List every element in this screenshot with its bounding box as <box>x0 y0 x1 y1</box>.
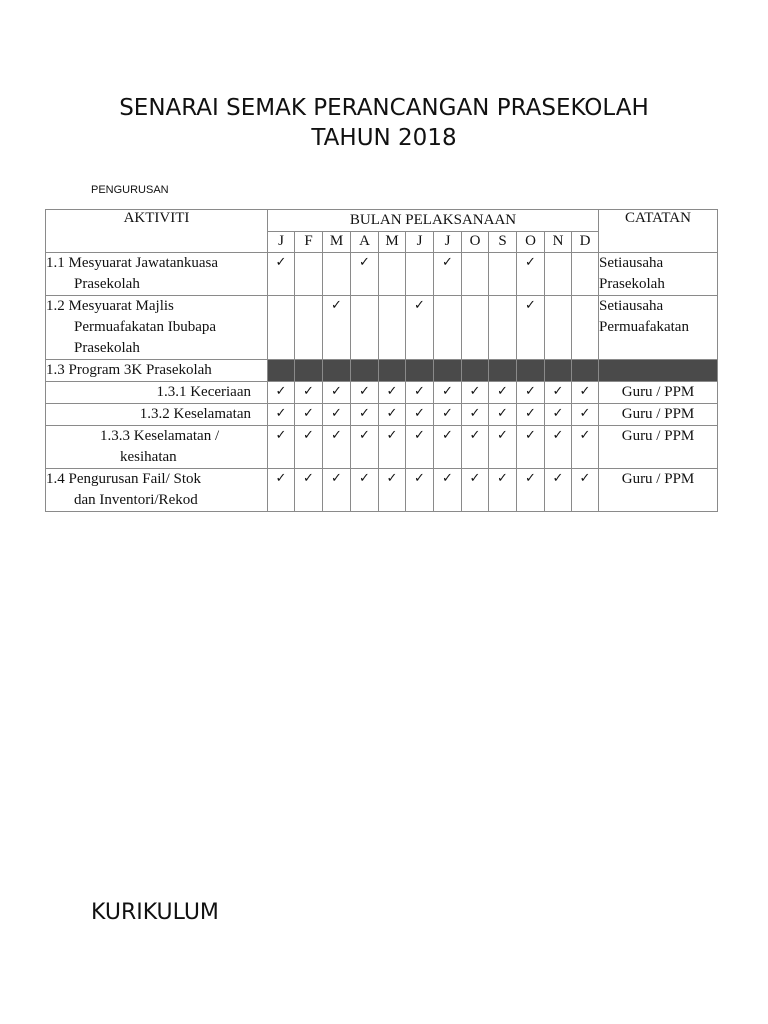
check-mark-icon: ✓ <box>434 253 462 296</box>
month-cell <box>489 253 517 296</box>
month-cell <box>351 296 379 360</box>
check-mark-icon: ✓ <box>434 469 462 512</box>
check-mark-icon: ✓ <box>295 469 323 512</box>
activity-cell <box>46 296 268 360</box>
catatan-cell <box>599 469 718 512</box>
shaded-cell <box>406 360 434 382</box>
month-header-cell: O <box>462 232 489 253</box>
activity-cell <box>46 382 268 404</box>
header-aktiviti: AKTIVITI <box>46 210 268 253</box>
shaded-cell <box>295 360 323 382</box>
header-bulan-pelaksanaan: BULAN PELAKSANAAN <box>268 210 599 232</box>
month-header-cell: J <box>406 232 434 253</box>
shaded-cell <box>379 360 406 382</box>
activity-text: Prasekolah <box>74 276 140 292</box>
check-mark-icon: ✓ <box>489 469 517 512</box>
shaded-cell <box>323 360 351 382</box>
catatan-text: Setiausaha <box>599 298 664 314</box>
check-mark-icon: ✓ <box>406 296 434 360</box>
check-mark-icon: ✓ <box>489 404 517 426</box>
shaded-cell <box>599 360 718 382</box>
check-mark-icon: ✓ <box>434 382 462 404</box>
activity-text: kesihatan <box>120 449 177 465</box>
shaded-cell <box>351 360 379 382</box>
check-mark-icon: ✓ <box>268 382 295 404</box>
activity-text: 1.1 Mesyuarat Jawatankuasa <box>46 255 219 271</box>
table-row <box>46 404 718 426</box>
month-cell <box>572 253 599 296</box>
check-mark-icon: ✓ <box>379 404 406 426</box>
check-mark-icon: ✓ <box>489 426 517 469</box>
check-mark-icon: ✓ <box>517 253 545 296</box>
catatan-text: Guru / PPM <box>621 384 695 400</box>
activity-cell <box>46 426 268 469</box>
section-label-kurikulum: KURIKULUM <box>91 900 219 925</box>
catatan-text: Guru / PPM <box>621 406 695 422</box>
catatan-text: Permuafakatan <box>599 319 689 335</box>
check-mark-icon: ✓ <box>462 382 489 404</box>
month-cell <box>545 253 572 296</box>
activity-text: dan Inventori/Rekod <box>74 492 198 508</box>
check-mark-icon: ✓ <box>268 426 295 469</box>
month-cell <box>295 296 323 360</box>
check-mark-icon: ✓ <box>323 296 351 360</box>
shaded-cell <box>489 360 517 382</box>
check-mark-icon: ✓ <box>379 426 406 469</box>
check-mark-icon: ✓ <box>323 404 351 426</box>
check-mark-icon: ✓ <box>572 404 599 426</box>
activity-text: 1.4 Pengurusan Fail/ Stok <box>46 471 202 487</box>
shaded-cell <box>434 360 462 382</box>
check-mark-icon: ✓ <box>323 469 351 512</box>
check-mark-icon: ✓ <box>268 469 295 512</box>
table-row <box>46 360 718 382</box>
check-mark-icon: ✓ <box>268 404 295 426</box>
activity-text: 1.3 Program 3K Prasekolah <box>46 362 212 378</box>
catatan-cell <box>599 404 718 426</box>
catatan-cell <box>599 382 718 404</box>
check-mark-icon: ✓ <box>517 404 545 426</box>
page-title <box>0 93 768 153</box>
check-mark-icon: ✓ <box>351 404 379 426</box>
month-header-cell: S <box>489 232 517 253</box>
month-header-cell: M <box>379 232 406 253</box>
month-header-cell: J <box>268 232 295 253</box>
table-body <box>46 253 718 512</box>
check-mark-icon: ✓ <box>295 426 323 469</box>
check-mark-icon: ✓ <box>545 404 572 426</box>
month-header-cell: O <box>517 232 545 253</box>
table-row <box>46 469 718 512</box>
check-mark-icon: ✓ <box>489 382 517 404</box>
shaded-cell <box>462 360 489 382</box>
month-cell <box>406 253 434 296</box>
page-title-line2: TAHUN 2018 <box>311 125 457 151</box>
activity-text: Permuafakatan Ibubapa <box>74 319 217 335</box>
catatan-cell <box>599 426 718 469</box>
header-catatan: CATATAN <box>599 210 718 253</box>
shaded-cell <box>545 360 572 382</box>
check-mark-icon: ✓ <box>517 469 545 512</box>
month-header-cell: N <box>545 232 572 253</box>
catatan-cell <box>599 253 718 296</box>
check-mark-icon: ✓ <box>462 469 489 512</box>
catatan-text: Setiausaha <box>599 255 664 271</box>
shaded-cell <box>268 360 295 382</box>
month-cell <box>434 296 462 360</box>
check-mark-icon: ✓ <box>379 382 406 404</box>
month-cell <box>489 296 517 360</box>
month-cell <box>572 296 599 360</box>
check-mark-icon: ✓ <box>517 296 545 360</box>
month-cell <box>379 253 406 296</box>
page-title-line1: SENARAI SEMAK PERANCANGAN PRASEKOLAH <box>119 95 649 121</box>
check-mark-icon: ✓ <box>295 404 323 426</box>
check-mark-icon: ✓ <box>572 382 599 404</box>
month-header-cell: M <box>323 232 351 253</box>
check-mark-icon: ✓ <box>462 426 489 469</box>
check-mark-icon: ✓ <box>406 404 434 426</box>
activity-text: 1.3.2 Keselamatan <box>139 406 251 422</box>
check-mark-icon: ✓ <box>517 382 545 404</box>
catatan-text: Prasekolah <box>599 276 665 292</box>
check-mark-icon: ✓ <box>351 382 379 404</box>
month-header-cell: D <box>572 232 599 253</box>
check-mark-icon: ✓ <box>379 469 406 512</box>
check-mark-icon: ✓ <box>572 469 599 512</box>
check-mark-icon: ✓ <box>406 382 434 404</box>
month-cell <box>462 253 489 296</box>
check-mark-icon: ✓ <box>545 469 572 512</box>
checklist-table <box>45 209 718 512</box>
activity-text: 1.3.1 Keceriaan <box>156 384 251 400</box>
table-header <box>46 210 718 253</box>
month-cell <box>462 296 489 360</box>
catatan-cell <box>599 296 718 360</box>
month-cell <box>323 253 351 296</box>
check-mark-icon: ✓ <box>406 426 434 469</box>
table-row <box>46 426 718 469</box>
shaded-cell <box>517 360 545 382</box>
check-mark-icon: ✓ <box>323 426 351 469</box>
activity-cell <box>46 469 268 512</box>
table-row <box>46 382 718 404</box>
activity-cell <box>46 253 268 296</box>
shaded-cell <box>572 360 599 382</box>
check-mark-icon: ✓ <box>545 426 572 469</box>
month-cell <box>268 296 295 360</box>
check-mark-icon: ✓ <box>351 469 379 512</box>
check-mark-icon: ✓ <box>323 382 351 404</box>
month-header-cell: A <box>351 232 379 253</box>
check-mark-icon: ✓ <box>434 404 462 426</box>
check-mark-icon: ✓ <box>351 253 379 296</box>
section-label-pengurusan: PENGURUSAN <box>91 184 169 196</box>
table-row <box>46 253 718 296</box>
catatan-text: Guru / PPM <box>621 471 695 487</box>
activity-cell <box>46 404 268 426</box>
month-cell <box>545 296 572 360</box>
check-mark-icon: ✓ <box>406 469 434 512</box>
check-mark-icon: ✓ <box>545 382 572 404</box>
catatan-text: Guru / PPM <box>621 428 695 444</box>
check-mark-icon: ✓ <box>462 404 489 426</box>
check-mark-icon: ✓ <box>572 426 599 469</box>
activity-text: 1.2 Mesyuarat Majlis <box>46 298 174 314</box>
month-cell <box>379 296 406 360</box>
activity-text: Prasekolah <box>74 340 140 356</box>
month-cell <box>295 253 323 296</box>
check-mark-icon: ✓ <box>517 426 545 469</box>
month-header-cell: F <box>295 232 323 253</box>
month-header-cell: J <box>434 232 462 253</box>
check-mark-icon: ✓ <box>434 426 462 469</box>
check-mark-icon: ✓ <box>268 253 295 296</box>
activity-text: 1.3.3 Keselamatan / <box>100 428 220 444</box>
check-mark-icon: ✓ <box>351 426 379 469</box>
table-row <box>46 296 718 360</box>
activity-cell <box>46 360 268 382</box>
check-mark-icon: ✓ <box>295 382 323 404</box>
